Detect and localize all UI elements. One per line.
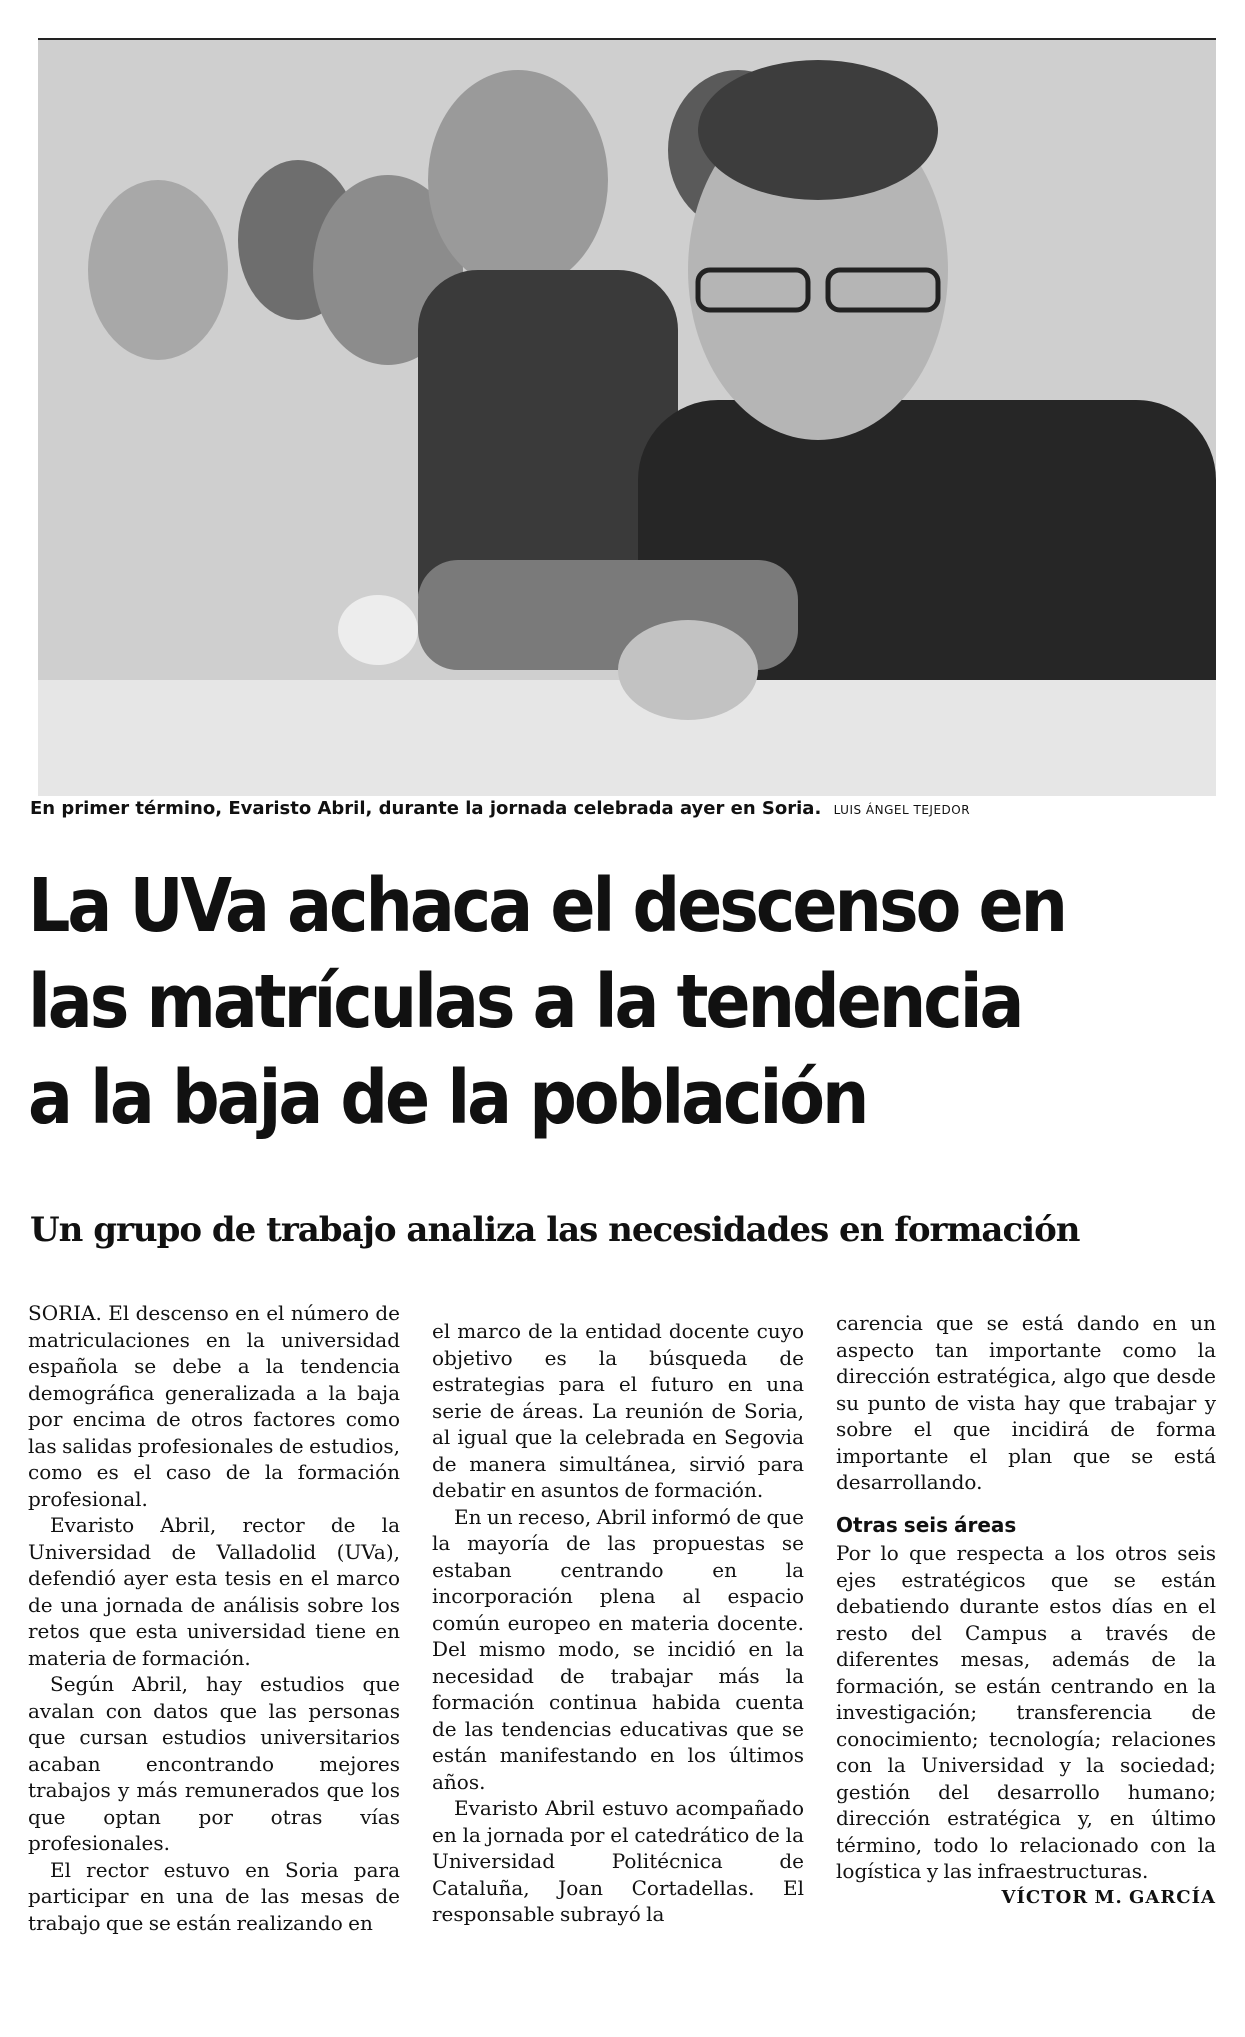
paragraph: En un receso, Abril informó de que la mayoría de las propuestas se estaban centrando en la incorporación plena al espacio común europeo en materia docente. Del mismo modo, se incidió en la necesidad de trabajar más la formación continua habida cuenta de las tendencias educativas que se están manifestando en los últimos años. xyxy=(432,1504,804,1794)
paragraph: Evaristo Abril estuvo acompañado en la jornada por el catedrático de la Universidad Politécnica de Cataluña, Joan Cortadellas. El responsable subrayó la xyxy=(432,1796,804,1926)
subtitle: Un grupo de trabajo analiza las necesidades en formación xyxy=(30,1210,1080,1250)
photo-caption: En primer término, Evaristo Abril, durante la jornada celebrada ayer en Soria. xyxy=(30,798,822,819)
article-column-1 xyxy=(28,1300,400,1936)
paragraph: el marco de la entidad docente cuyo objetivo es la búsqueda de estrategias para el futuro en una serie de áreas. La reunión de Soria, al igual que la celebrada en Segovia de manera simultánea, sirvió para debatir en asuntos de formación. xyxy=(432,1319,804,1502)
paragraph: SORIA. El descenso en el número de matriculaciones en la universidad española se debe a la tendencia demográfica generalizada a la baja por encima de otros factores como las salidas profesionales de estudios, como es el caso de la formación profesional. xyxy=(28,1301,400,1511)
headline-line-3: a la baja de la población xyxy=(28,1055,867,1141)
paragraph: Según Abril, hay estudios que avalan con datos que las personas que cursan estudios universitarios acaban encontrando mejores trabajos y más remunerados que los que optan por otras vías profesionales. xyxy=(28,1672,400,1855)
paragraph: carencia que se está dando en un aspecto tan importante como la dirección estratégica, algo que desde su punto de vista hay que trabajar y sobre el que incidirá de forma importante el plan que se está desarrollando. xyxy=(836,1311,1216,1494)
photo-illustration xyxy=(38,40,1216,796)
photo-caption-line xyxy=(30,798,1220,828)
article-column-2 xyxy=(432,1318,804,1928)
section-heading: Otras seis áreas xyxy=(836,1512,1017,1537)
photo-credit: LUIS ÁNGEL TEJEDOR xyxy=(833,803,971,817)
headline-line-2: las matrículas a la tendencia xyxy=(28,959,1022,1045)
headline xyxy=(28,858,1228,1146)
article-column-3 xyxy=(836,1310,1216,1911)
byline: VÍCTOR M. GARCÍA xyxy=(1001,1886,1216,1908)
paragraph: El rector estuvo en Soria para participar en una de las mesas de trabajo que se están realizando en xyxy=(28,1857,400,1935)
headline-line-1: La UVa achaca el descenso en xyxy=(28,863,1066,949)
news-photo xyxy=(38,38,1216,796)
paragraph: Evaristo Abril, rector de la Universidad de Valladolid (UVa), defendió ayer esta tesis en el marco de una jornada de análisis sobre los retos que esta universidad tiene en materia de formación. xyxy=(28,1513,400,1670)
paragraph: Por lo que respecta a los otros seis ejes estratégicos que se están debatiendo durante estos días en el resto del Campus a través de diferentes mesas, además de la formación, se están centrando en la investigación; transferencia de conocimiento; tecnología; relaciones con la Universidad y la sociedad; gestión del desarrollo humano; dirección estratégica y, en último término, todo lo relacionado con la logística y las infraestructuras. xyxy=(836,1541,1216,1883)
